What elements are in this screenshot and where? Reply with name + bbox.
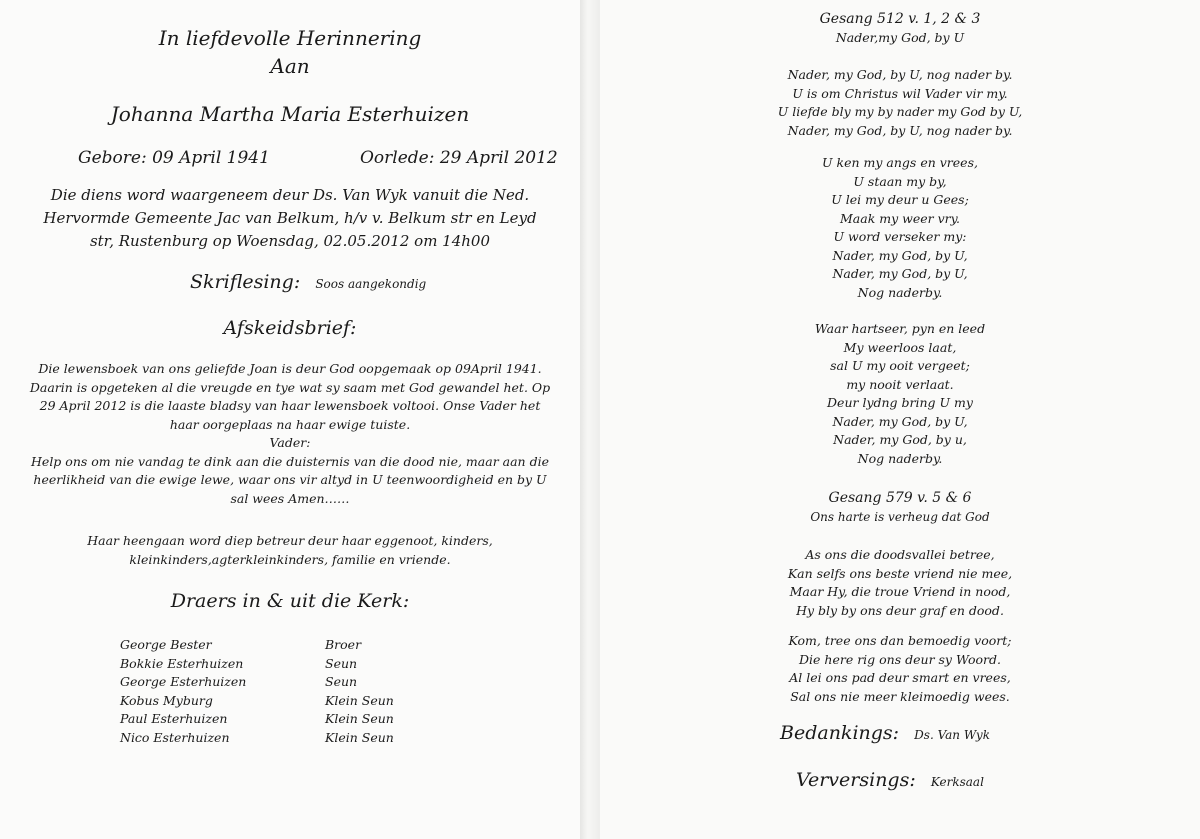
bearer-relation: Broer	[325, 637, 362, 652]
verse-line: my nooit verlaat.	[846, 376, 954, 392]
verse-line: Maar Hy, die troue Vriend in nood,	[789, 584, 1011, 599]
verse-line: Waar hartseer, pyn en leed	[814, 321, 986, 336]
farewell-letter-heading: Afskeidsbrief:	[223, 317, 357, 339]
verse-line: Die here rig ons deur sy Woord.	[799, 651, 1001, 667]
memorial-title-to: Aan	[270, 54, 310, 78]
verse-line: Nog naderby.	[857, 284, 943, 300]
bearer-name: Kobus Myburg	[120, 692, 213, 708]
verse-line: Maak my weer vry.	[840, 210, 960, 226]
bearer-relation: Seun	[325, 674, 358, 689]
bearer-row	[120, 692, 394, 711]
letter-paragraph: Die lewensboek van ons geliefde Joan is deur God oopgemaak op 09April 1941. Daarin is opgeteken al die vreugde en tye wat sy saam met God gewandel het. Op 29 April 2012 is die laaste bladsy van haar lewensboek voltooi. Onse Vader het haar oorgeplaas na haar ewige tuiste.	[29, 361, 551, 432]
thanks-value: Ds. Van Wyk	[914, 728, 990, 742]
verse-line: As ons die doodsvallei betree,	[805, 547, 995, 562]
death-date: Oorlede: 29 April 2012	[360, 148, 558, 168]
refresh-label: Verversings:	[796, 769, 916, 791]
verse-line: U is om Christus wil Vader vir my.	[792, 85, 1008, 101]
verse-line: Hy bly by ons deur graf en dood.	[796, 602, 1004, 618]
prayer-text: Help ons om nie vandag te dink aan die duisternis van die dood nie, maar aan die heerlikheid van die ewige lewe, waar ons vir altyd in U teenwoordigheid en by U sal wees Amen……	[31, 453, 549, 506]
refresh-value: Kerksaal	[930, 775, 984, 789]
verse-line: Kom, tree ons dan bemoedig voort;	[788, 633, 1012, 648]
bearer-relation: Klein Seun	[325, 711, 394, 726]
hymn2-verse2	[600, 632, 1200, 706]
scripture-value: Soos aangekondig	[315, 277, 427, 291]
verse-line: Nader, my God, by U,	[832, 413, 968, 429]
verse-line: sal U my ooit vergeet;	[830, 358, 970, 373]
bearer-name: Paul Esterhuizen	[120, 711, 228, 726]
verse-line: U liefde bly my by nader my God by U,	[777, 104, 1023, 119]
right-page	[600, 0, 1200, 839]
bearers-list	[120, 636, 394, 747]
verse-line: Kan selfs ons beste vriend nie mee,	[787, 565, 1013, 581]
bearer-relation: Klein Seun	[325, 729, 394, 745]
farewell-letter	[28, 360, 552, 508]
bearer-row	[120, 710, 394, 729]
verse-line: Nader, my God, by u,	[833, 432, 967, 447]
verse-line: Nader, my God, by U,	[832, 247, 968, 263]
hymn2-verse1	[600, 546, 1200, 620]
bearer-row	[120, 729, 394, 748]
verse-line: Nader, my God, by U,	[832, 266, 968, 281]
verse-line: My weerloos laat,	[843, 339, 957, 355]
verse-line: U staan my by,	[853, 173, 947, 189]
verse-line: Al lei ons pad deur smart en vrees,	[789, 670, 1011, 685]
verse-line: Nader, my God, by U, nog nader by.	[787, 67, 1013, 82]
verse-line: Sal ons nie meer kleimoedig wees.	[790, 688, 1010, 704]
verse-line: Deur lydng bring U my	[827, 395, 973, 410]
hymn1-verse2	[600, 154, 1200, 302]
scripture-reading	[190, 271, 426, 293]
prayer-intro: Vader:	[269, 435, 311, 450]
bearer-row	[120, 655, 394, 674]
page-fold	[580, 0, 600, 839]
mourning-notice: Haar heengaan word diep betreur deur haar eggenoot, kinders, kleinkinders,agterkleinkinders, familie en vriende.	[87, 533, 493, 567]
hymn1-verse1	[600, 66, 1200, 140]
bearer-name: George Bester	[120, 637, 212, 652]
deceased-name: Johanna Martha Maria Esterhuizen	[110, 102, 470, 126]
birth-date: Gebore: 09 April 1941	[78, 148, 270, 168]
thanks-label: Bedankings:	[780, 722, 900, 744]
hymn2-heading: Gesang 579 v. 5 & 6	[828, 490, 972, 506]
verse-line: U ken my angs en vrees,	[822, 155, 978, 170]
bearer-name: Nico Esterhuizen	[120, 729, 230, 745]
bearer-name: George Esterhuizen	[120, 674, 247, 689]
verse-line: Nader, my God, by U, nog nader by.	[787, 122, 1013, 138]
bearer-name: Bokkie Esterhuizen	[120, 655, 244, 671]
bearer-relation: Seun	[325, 655, 358, 671]
hymn2-title: Ons harte is verheug dat God	[810, 510, 990, 524]
hymn1-heading: Gesang 512 v. 1, 2 & 3	[819, 11, 981, 27]
bearer-row	[120, 636, 394, 655]
left-page	[0, 0, 580, 839]
verse-line: Nog naderby.	[857, 450, 943, 466]
acknowledgements	[780, 722, 990, 744]
hymn1-title: Nader,my God, by U	[835, 30, 965, 45]
verse-line: U lei my deur u Gees;	[831, 192, 969, 207]
hymn1-verse3	[600, 320, 1200, 468]
bearer-row	[120, 673, 394, 692]
refreshments	[796, 769, 984, 791]
verse-line: U word verseker my:	[833, 229, 967, 244]
memorial-title: In liefdevolle Herinnering	[158, 26, 422, 50]
scripture-label: Skriflesing:	[190, 271, 301, 293]
bearer-relation: Klein Seun	[325, 692, 394, 708]
bearers-heading: Draers in & uit die Kerk:	[170, 590, 410, 612]
service-details: Die diens word waargeneem deur Ds. Van Wyk vanuit die Ned. Hervormde Gemeente Jac van Belkum, h/v v. Belkum str en Leyd str, Rustenburg op Woensdag, 02.05.2012 om 14h00	[43, 186, 537, 250]
